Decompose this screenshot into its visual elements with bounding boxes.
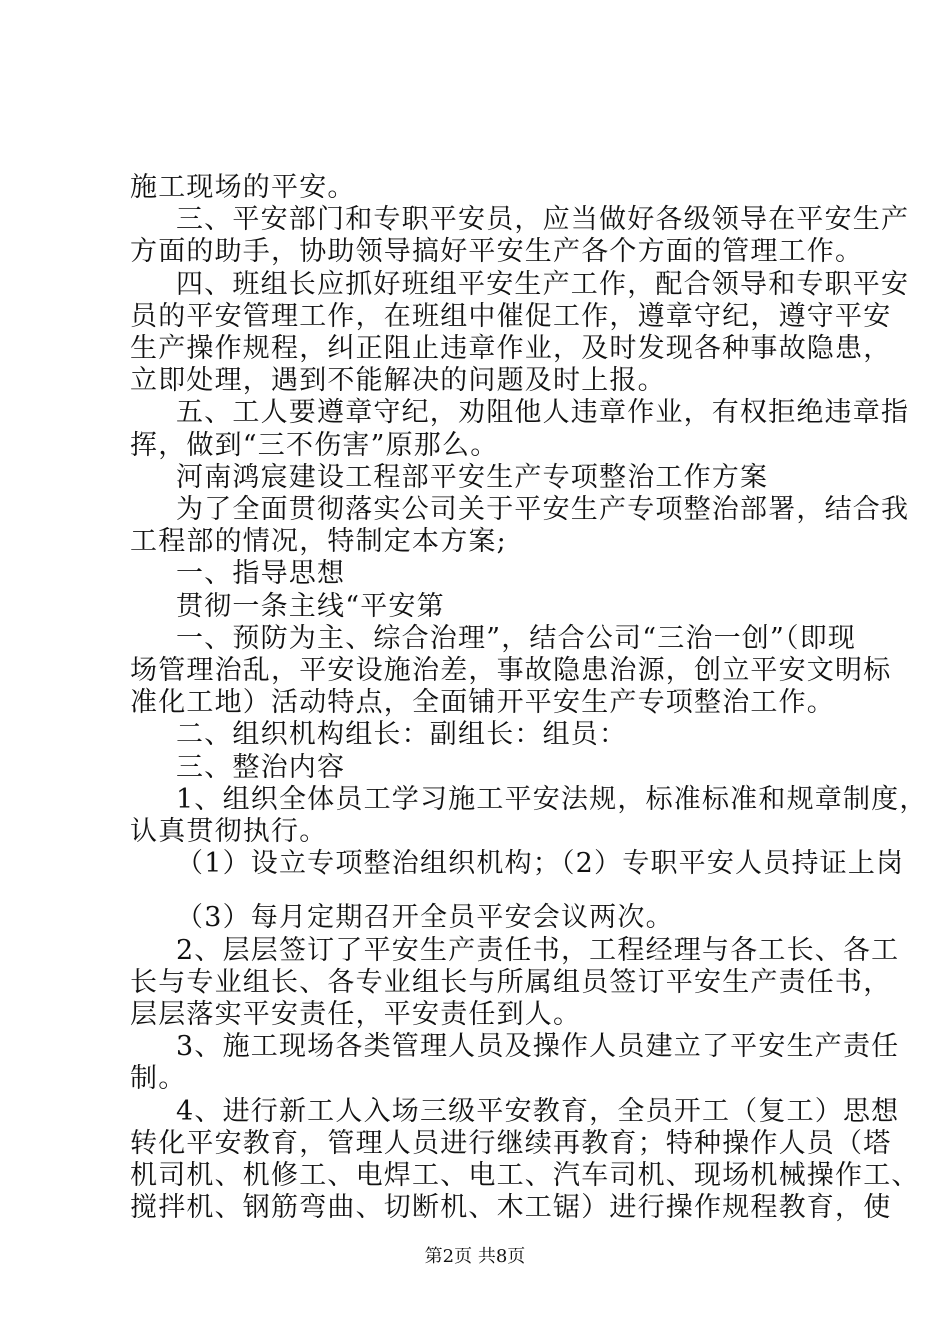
text-line: （3）每月定期召开全员平安会议两次。 <box>176 902 674 934</box>
text-line: 4、进行新工人入场三级平安教育，全员开工（复工）思想 <box>176 1095 900 1127</box>
text-line: 机司机、机修工、电焊工、电工、汽车司机、现场机械操作工、 <box>130 1160 920 1191</box>
text-line: 准化工地）活动特点，全面铺开平安生产专项整治工作。 <box>130 687 835 719</box>
text-line: 搅拌机、钢筋弯曲、切断机、木工锯）进行操作规程教育，使 <box>130 1192 892 1224</box>
text-line: 三、平安部门和专职平安员，应当做好各级领导在平安生产 <box>176 204 910 236</box>
page-number: 第2页 共8页 <box>424 1246 526 1267</box>
text-line: 转化平安教育，管理人员进行继续再教育；特种操作人员（塔 <box>130 1127 892 1159</box>
text-line: 二、组织机构组长：副组长：组员： <box>176 719 628 751</box>
text-line: 长与专业组长、各专业组长与所属组员签订平安生产责任书， <box>130 966 892 998</box>
text-line: 四、班组长应抓好班组平安生产工作，配合领导和专职平安 <box>176 268 910 300</box>
text-line: 为了全面贯彻落实公司关于平安生产专项整治部署，结合我 <box>176 494 910 525</box>
text-line: 制。 <box>130 1063 187 1095</box>
text-line: （1）设立专项整治组织机构；（2）专职平安人员持证上岗 <box>176 848 905 880</box>
text-line: 场管理治乱，平安设施治差，事故隐患治源，创立平安文明标 <box>130 655 892 686</box>
text-line: 3、施工现场各类管理人员及操作人员建立了平安生产责任 <box>176 1031 900 1063</box>
text-line: 1、组织全体员工学习施工平安法规，标准标准和规章制度， <box>176 783 928 815</box>
text-line: 方面的助手，协助领导搞好平安生产各个方面的管理工作。 <box>130 236 864 268</box>
text-line: 一、预防为主、综合治理”，结合公司“三治一创”（即现 <box>176 622 857 654</box>
text-line: 工程部的情况，特制定本方案; <box>130 526 507 558</box>
text-line: 施工现场的平安。 <box>130 172 356 203</box>
text-line: 三、整治内容 <box>176 751 346 783</box>
text-line: 员的平安管理工作，在班组中催促工作，遵章守纪，遵守平安 <box>130 300 892 332</box>
text-line: 贯彻一条主线“平安第 <box>176 590 445 622</box>
text-line: 河南鸿宸建设工程部平安生产专项整治工作方案 <box>176 461 769 493</box>
text-line: 挥，做到“三不伤害”原那么。 <box>130 429 499 461</box>
text-line: 五、工人要遵章守纪，劝阻他人违章作业，有权拒绝违章指 <box>176 397 910 429</box>
text-line: 一、指导思想 <box>176 558 346 590</box>
text-line: 层层落实平安责任，平安责任到人。 <box>130 999 582 1030</box>
text-line: 2、层层签订了平安生产责任书，工程经理与各工长、各工 <box>176 934 900 966</box>
text-line: 立即处理，遇到不能解决的问题及时上报。 <box>130 365 666 397</box>
text-line: 认真贯彻执行。 <box>130 816 328 847</box>
text-line: 生产操作规程，纠正阻止违章作业，及时发现各种事故隐患， <box>130 333 892 364</box>
